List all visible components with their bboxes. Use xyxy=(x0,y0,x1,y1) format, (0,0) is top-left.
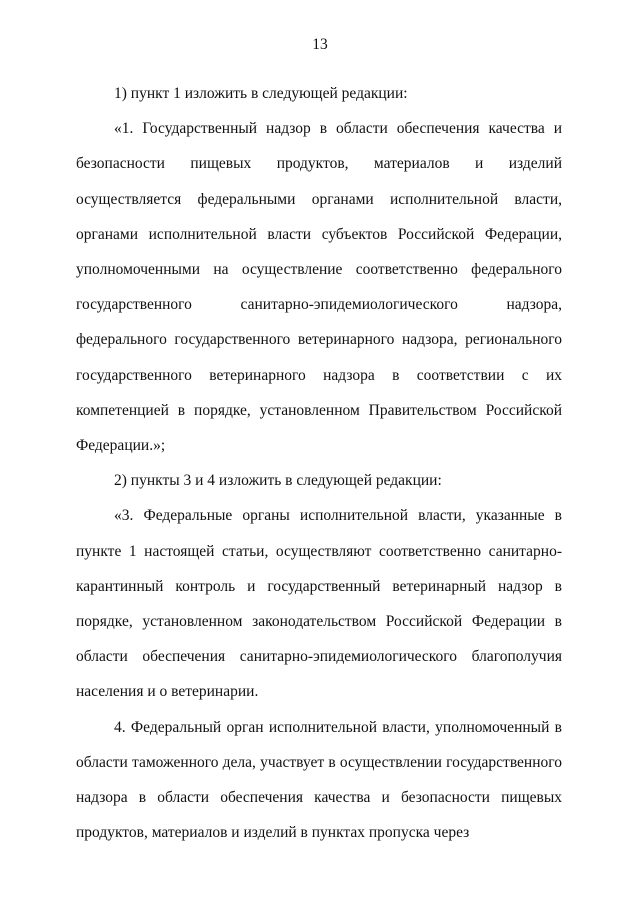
document-body xyxy=(76,76,562,850)
paragraph-item-3-text: «3. Федеральные органы исполнительной власти, указанные в пункте 1 настоящей статьи, осуществляют соответственно санитарно-карантинный контроль и государственный ветеринарный надзор в порядке, установленном законодательством Российской Федерации в области обеспечения санитарно-эпидемиологического благополучия населения и о ветеринарии. xyxy=(76,507,562,701)
paragraph-item-4-text: 4. Федеральный орган исполнительной власти, уполномоченный в области таможенного дела, участвует в осуществлении государственного надзора в области обеспечения качества и безопасности пищевых продуктов, материалов и изделий в пунктах пропуска через xyxy=(76,718,562,842)
paragraph-items-3-4-heading: 2) пункты 3 и 4 изложить в следующей редакции: xyxy=(114,472,442,490)
paragraph-item-1-text: «1. Государственный надзор в области обеспечения качества и безопасности пищевых продуктов, материалов и изделий осуществляется федеральными органами исполнительной власти, органами исполнительной власти субъектов Российской Федерации, уполномоченными на осуществление соответственно федерального государственного санитарно-эпидемиологического надзора, федерального государственного ветеринарного надзора, регионального государственного ветеринарного надзора в соответствии с их компетенцией в порядке, установленном Правительством Российской Федерации.»; xyxy=(76,120,562,455)
paragraph-item-1-heading: 1) пункт 1 изложить в следующей редакции: xyxy=(114,85,408,102)
page-number: 13 xyxy=(312,36,328,53)
